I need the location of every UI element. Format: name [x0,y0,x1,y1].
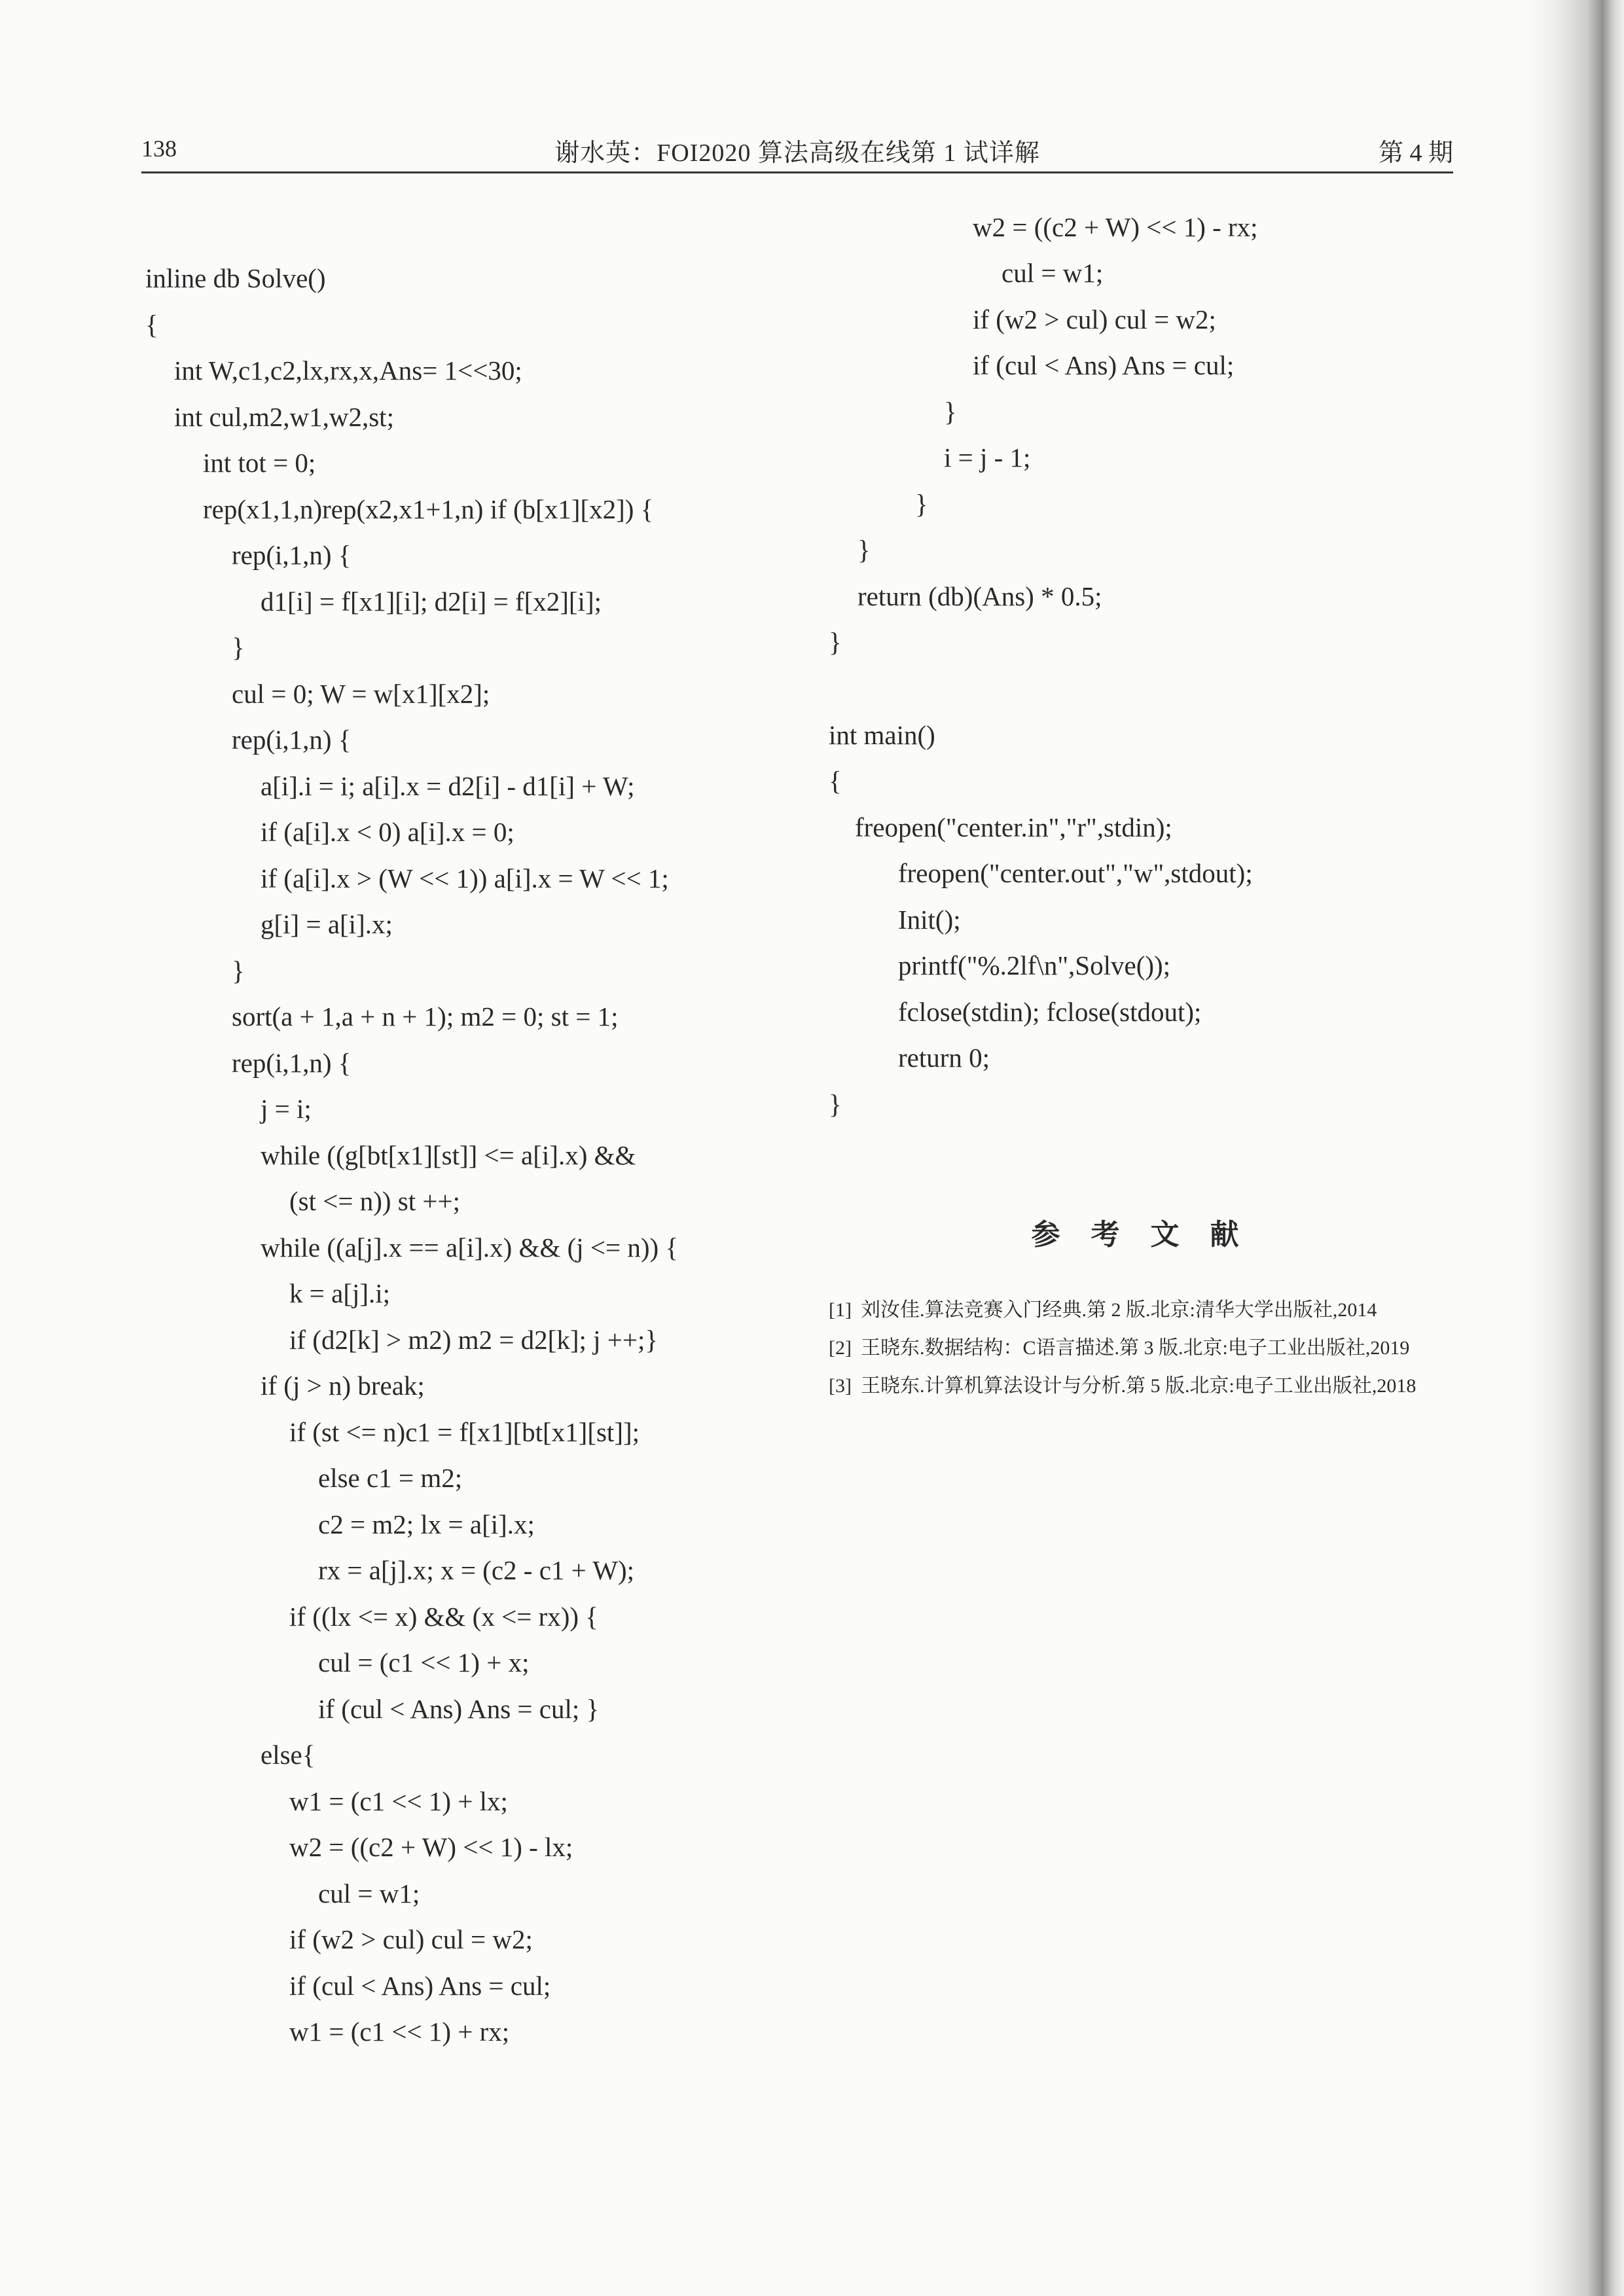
code-line: freopen("center.in","r",stdin); [855,812,1172,842]
code-line: rx = a[j].x; x = (c2 - c1 + W); [318,1555,635,1585]
reference-item [829,1373,1416,1399]
code-line: w1 = (c1 << 1) + lx; [289,1786,508,1816]
code-line: if (w2 > cul) cul = w2; [289,1924,533,1954]
code-line: (st <= n)) st ++; [289,1186,461,1216]
code-line: if (st <= n)c1 = f[x1][bt[x1][st]]; [289,1417,640,1447]
code-line: fclose(stdin); fclose(stdout); [898,997,1202,1027]
code-line: freopen("center.out","w",stdout); [898,858,1253,888]
code-line: } [829,627,842,657]
code-line: a[i].i = i; a[i].x = d2[i] - d1[i] + W; [261,771,635,801]
code-line: sort(a + 1,a + n + 1); m2 = 0; st = 1; [232,1001,619,1031]
code-line: { [145,310,158,340]
code-line: else{ [261,1740,316,1770]
issue-label: 第 4 期 [1378,139,1453,167]
code-line: if (cul < Ans) Ans = cul; } [318,1694,600,1724]
code-line: while ((a[j].x == a[i].x) && (j <= n)) { [261,1232,679,1263]
running-title: 谢水英：FOI2020 算法高级在线第 1 试详解 [554,139,1040,167]
binding-shadow [1526,0,1624,2296]
reference-number: [3] [829,1375,852,1397]
reference-item [829,1335,1409,1361]
code-line: } [829,1089,842,1119]
code-line: return (db)(Ans) * 0.5; [857,581,1102,611]
references-heading: 参 考 文 献 [1031,1219,1251,1251]
reference-item [829,1297,1377,1323]
code-line: int cul,m2,w1,w2,st; [174,402,394,432]
code-line: j = i; [261,1094,312,1124]
code-line: cul = 0; W = w[x1][x2]; [232,679,490,709]
code-line: rep(i,1,n) { [232,1048,352,1078]
code-line: if (a[i].x < 0) a[i].x = 0; [261,817,514,847]
code-line: return 0; [898,1043,990,1073]
code-line: Init(); [898,905,961,935]
code-line: rep(x1,1,n)rep(x2,x1+1,n) if (b[x1][x2]) { [203,494,654,524]
code-line: if (j > n) break; [261,1371,425,1401]
code-line: } [857,535,871,565]
reference-text: 王晓东.计算机算法设计与分析.第 5 版.北京:电子工业出版社,2018 [860,1375,1416,1397]
reference-text: 王晓东.数据结构：C语言描述.第 3 版.北京:电子工业出版社,2019 [860,1337,1410,1359]
header-rule [141,171,1453,173]
code-line: } [232,632,245,662]
code-line: i = j - 1; [944,442,1031,473]
code-line: rep(i,1,n) { [232,725,352,755]
code-line: else c1 = m2; [318,1463,463,1493]
code-line: w2 = ((c2 + W) << 1) - lx; [289,1832,573,1862]
reference-number: [2] [829,1337,852,1359]
code-line: { [829,766,842,796]
code-line: if (a[i].x > (W << 1)) a[i].x = W << 1; [261,863,669,893]
code-line: int main() [829,720,935,750]
code-line: } [232,956,245,986]
page-header [141,128,1453,174]
code-line: if (cul < Ans) Ans = cul; [973,350,1235,380]
code-line: w1 = (c1 << 1) + rx; [289,2017,510,2047]
code-line: } [944,397,957,427]
code-line: int W,c1,c2,lx,rx,x,Ans= 1<<30; [174,355,522,386]
code-line: cul = (c1 << 1) + x; [318,1647,530,1677]
code-line: c2 = m2; lx = a[i].x; [318,1509,535,1539]
code-line: if (d2[k] > m2) m2 = d2[k]; j ++;} [289,1325,659,1355]
code-line: k = a[j].i; [289,1278,391,1308]
code-line: } [915,489,928,519]
code-line: int tot = 0; [203,448,316,478]
code-line: inline db Solve() [145,263,326,293]
code-line: w2 = ((c2 + W) << 1) - rx; [973,212,1258,242]
code-line: d1[i] = f[x1][i]; d2[i] = f[x2][i]; [261,586,602,617]
page-number: 138 [141,135,177,162]
code-line: printf("%.2lf\n",Solve()); [898,950,1171,980]
code-line: g[i] = a[i].x; [261,909,393,939]
code-line: if (w2 > cul) cul = w2; [973,304,1216,334]
code-line: rep(i,1,n) { [232,540,352,570]
reference-number: [1] [829,1299,852,1321]
code-line: cul = w1; [318,1878,420,1909]
code-line: cul = w1; [1001,258,1104,288]
reference-text: 刘汝佳.算法竞赛入门经典.第 2 版.北京:清华大学出版社,2014 [860,1299,1377,1321]
code-line: if (cul < Ans) Ans = cul; [289,1971,551,2001]
code-line: while ((g[bt[x1][st]] <= a[i].x) && [261,1140,636,1170]
code-line: if ((lx <= x) && (x <= rx)) { [289,1602,598,1632]
